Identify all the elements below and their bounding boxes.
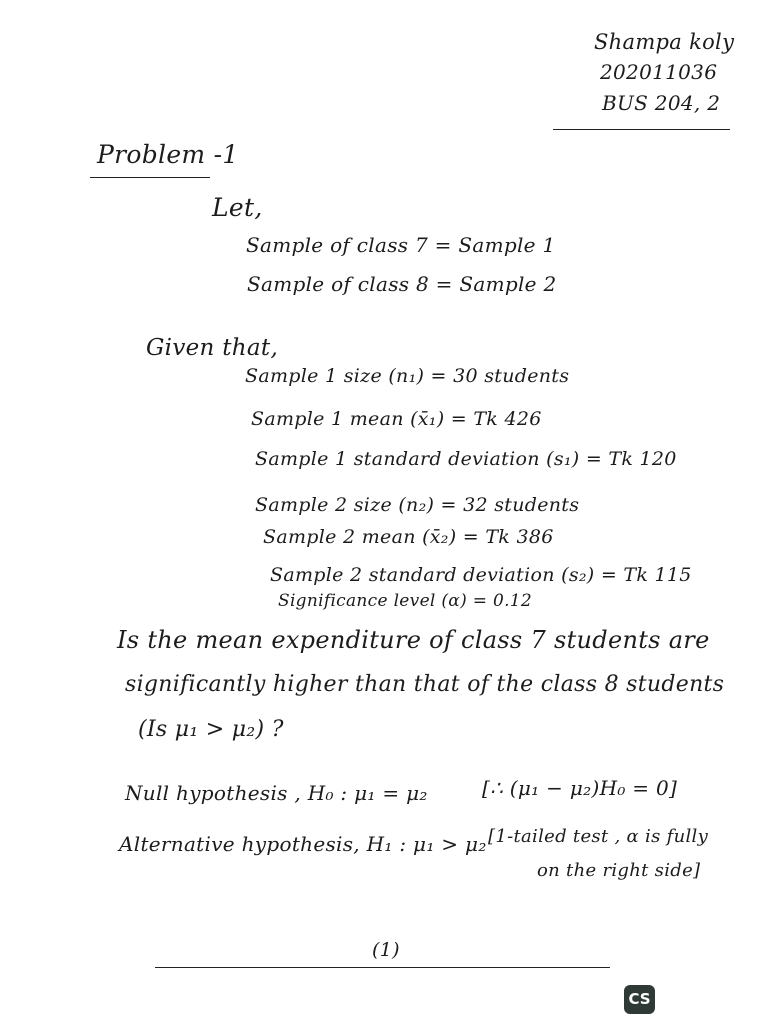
given-line: Sample 1 mean (x̄₁) = Tk 426 [251,408,542,430]
course-code: BUS 204, 2 [602,91,721,115]
alternative-hypothesis-note-1: [1-tailed test , α is fully [488,826,709,847]
question-line-3: (Is μ₁ > μ₂) ? [138,717,284,742]
null-hypothesis-note: [∴ (μ₁ − μ₂)H₀ = 0] [482,776,678,800]
let-line-1: Sample of class 7 = Sample 1 [246,233,556,257]
header-underline [553,129,730,130]
given-line: Sample 1 standard deviation (s₁) = Tk 120 [255,448,677,470]
given-line: Significance level (α) = 0.12 [278,591,533,611]
given-line: Sample 2 mean (x̄₂) = Tk 386 [263,526,554,548]
let-heading: Let, [212,193,263,222]
question-line-1: Is the mean expenditure of class 7 students are [117,626,710,654]
given-line: Sample 2 size (n₂) = 32 students [255,494,580,516]
student-name: Shampa koly [594,30,735,54]
given-line: Sample 1 size (n₁) = 30 students [245,365,570,387]
camscanner-logo: CS [624,985,655,1014]
footer-line [155,967,610,968]
problem-title: Problem -1 [97,140,239,169]
student-id: 202011036 [600,60,718,84]
alternative-hypothesis-note-2: on the right side] [537,860,701,881]
question-line-2: significantly higher than that of the class 8 students [125,672,725,697]
null-hypothesis: Null hypothesis , H₀ : μ₁ = μ₂ [125,781,428,805]
let-line-2: Sample of class 8 = Sample 2 [247,272,557,296]
given-line: Sample 2 standard deviation (s₂) = Tk 115 [270,564,692,586]
given-heading: Given that, [146,335,279,361]
page-number: (1) [372,939,400,961]
alternative-hypothesis: Alternative hypothesis, H₁ : μ₁ > μ₂ [119,832,487,856]
problem-title-underline [90,177,210,178]
